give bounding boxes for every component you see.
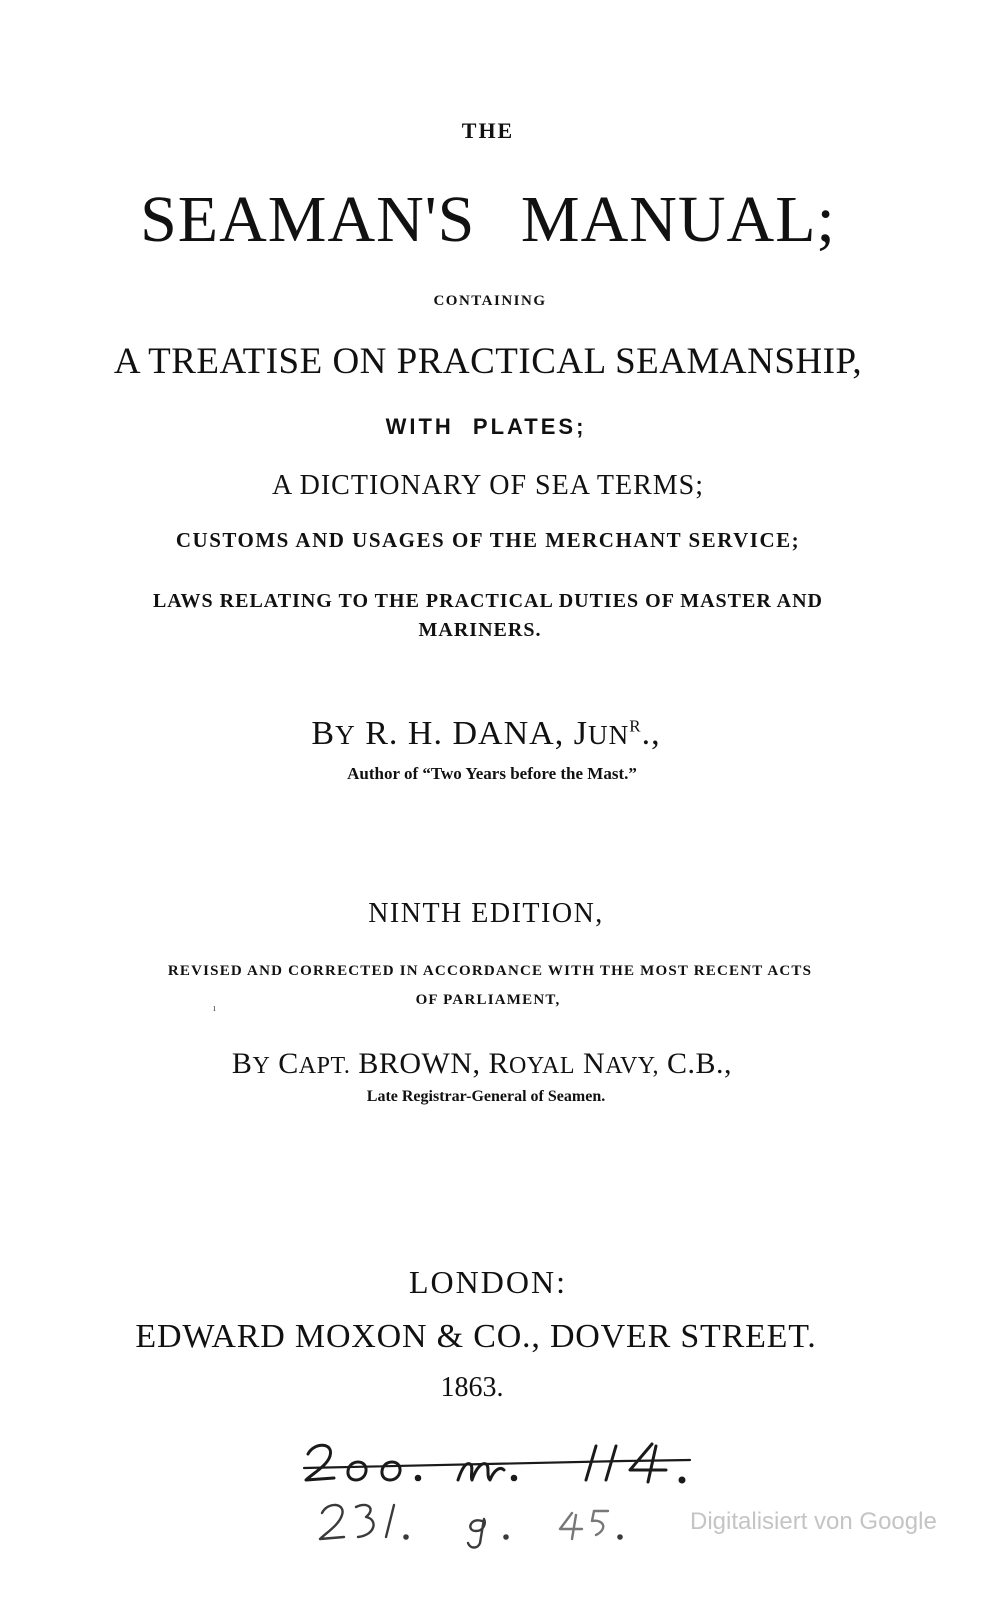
author-jun: J [573, 715, 588, 752]
revision-note-line2: OF PARLIAMENT, [415, 992, 561, 1008]
author-jun-end: ., [641, 715, 661, 752]
author-name: R. H. DANA, [365, 715, 565, 752]
editor-capt-smallcaps: APT. [298, 1053, 351, 1079]
revision-note-line1: REVISED AND CORRECTED IN ACCORDANCE WITH THE MOST RECENT ACTS [167, 963, 813, 979]
editor-line [0, 1047, 982, 1081]
editor-honours: C.B., [667, 1047, 733, 1080]
editor-by: B [231, 1047, 253, 1080]
stray-mark: ı [213, 1003, 216, 1014]
author-line [0, 715, 986, 753]
edition-statement: NINTH EDITION, [368, 898, 604, 929]
imprint-publisher: EDWARD MOXON & CO., DOVER STREET. [135, 1318, 817, 1355]
subtitle-plates: WITH PLATES; [385, 414, 587, 439]
shelfmark-handwriting [310, 1493, 680, 1553]
editor-name: BROWN, [358, 1047, 481, 1080]
subtitle-laws-line1: LAWS RELATING TO THE PRACTICAL DUTIES OF MASTER AND [152, 590, 824, 612]
subtitle-dictionary: A DICTIONARY OF SEA TERMS; [271, 470, 705, 501]
book-title: SEAMAN'S MANUAL; [140, 183, 836, 256]
subtitle-laws-line2: MARINERS. [418, 619, 542, 641]
author-jun-superscript: R [629, 716, 642, 736]
editor-by-smallcaps: Y [252, 1053, 271, 1079]
author-by: B [311, 715, 336, 752]
editor-capt: C [278, 1047, 299, 1080]
subtitle-treatise: A TREATISE ON PRACTICAL SEAMANSHIP, [113, 341, 863, 382]
editor-royal-smallcaps: OYAL [509, 1053, 576, 1079]
title-prefix: THE [461, 118, 515, 143]
editor-royal: R [488, 1047, 510, 1080]
subtitle-customs: CUSTOMS AND USAGES OF THE MERCHANT SERVICE; [175, 528, 801, 552]
editor-navy-smallcaps: AVY, [605, 1053, 660, 1079]
containing-label: CONTAINING [433, 293, 547, 309]
imprint-year: 1863. [440, 1372, 504, 1403]
editor-role: Late Registrar-General of Seamen. [366, 1088, 606, 1105]
editor-navy: N [583, 1047, 606, 1080]
author-by-smallcaps: Y [335, 720, 356, 750]
author-jun-smallcaps: UN [587, 720, 630, 750]
struck-shelfmark-handwriting [300, 1432, 700, 1492]
digitization-watermark: Digitalisiert von Google [690, 1508, 937, 1535]
imprint-city: LONDON: [409, 1264, 567, 1300]
author-credit: Author of “Two Years before the Mast.” [347, 764, 637, 783]
